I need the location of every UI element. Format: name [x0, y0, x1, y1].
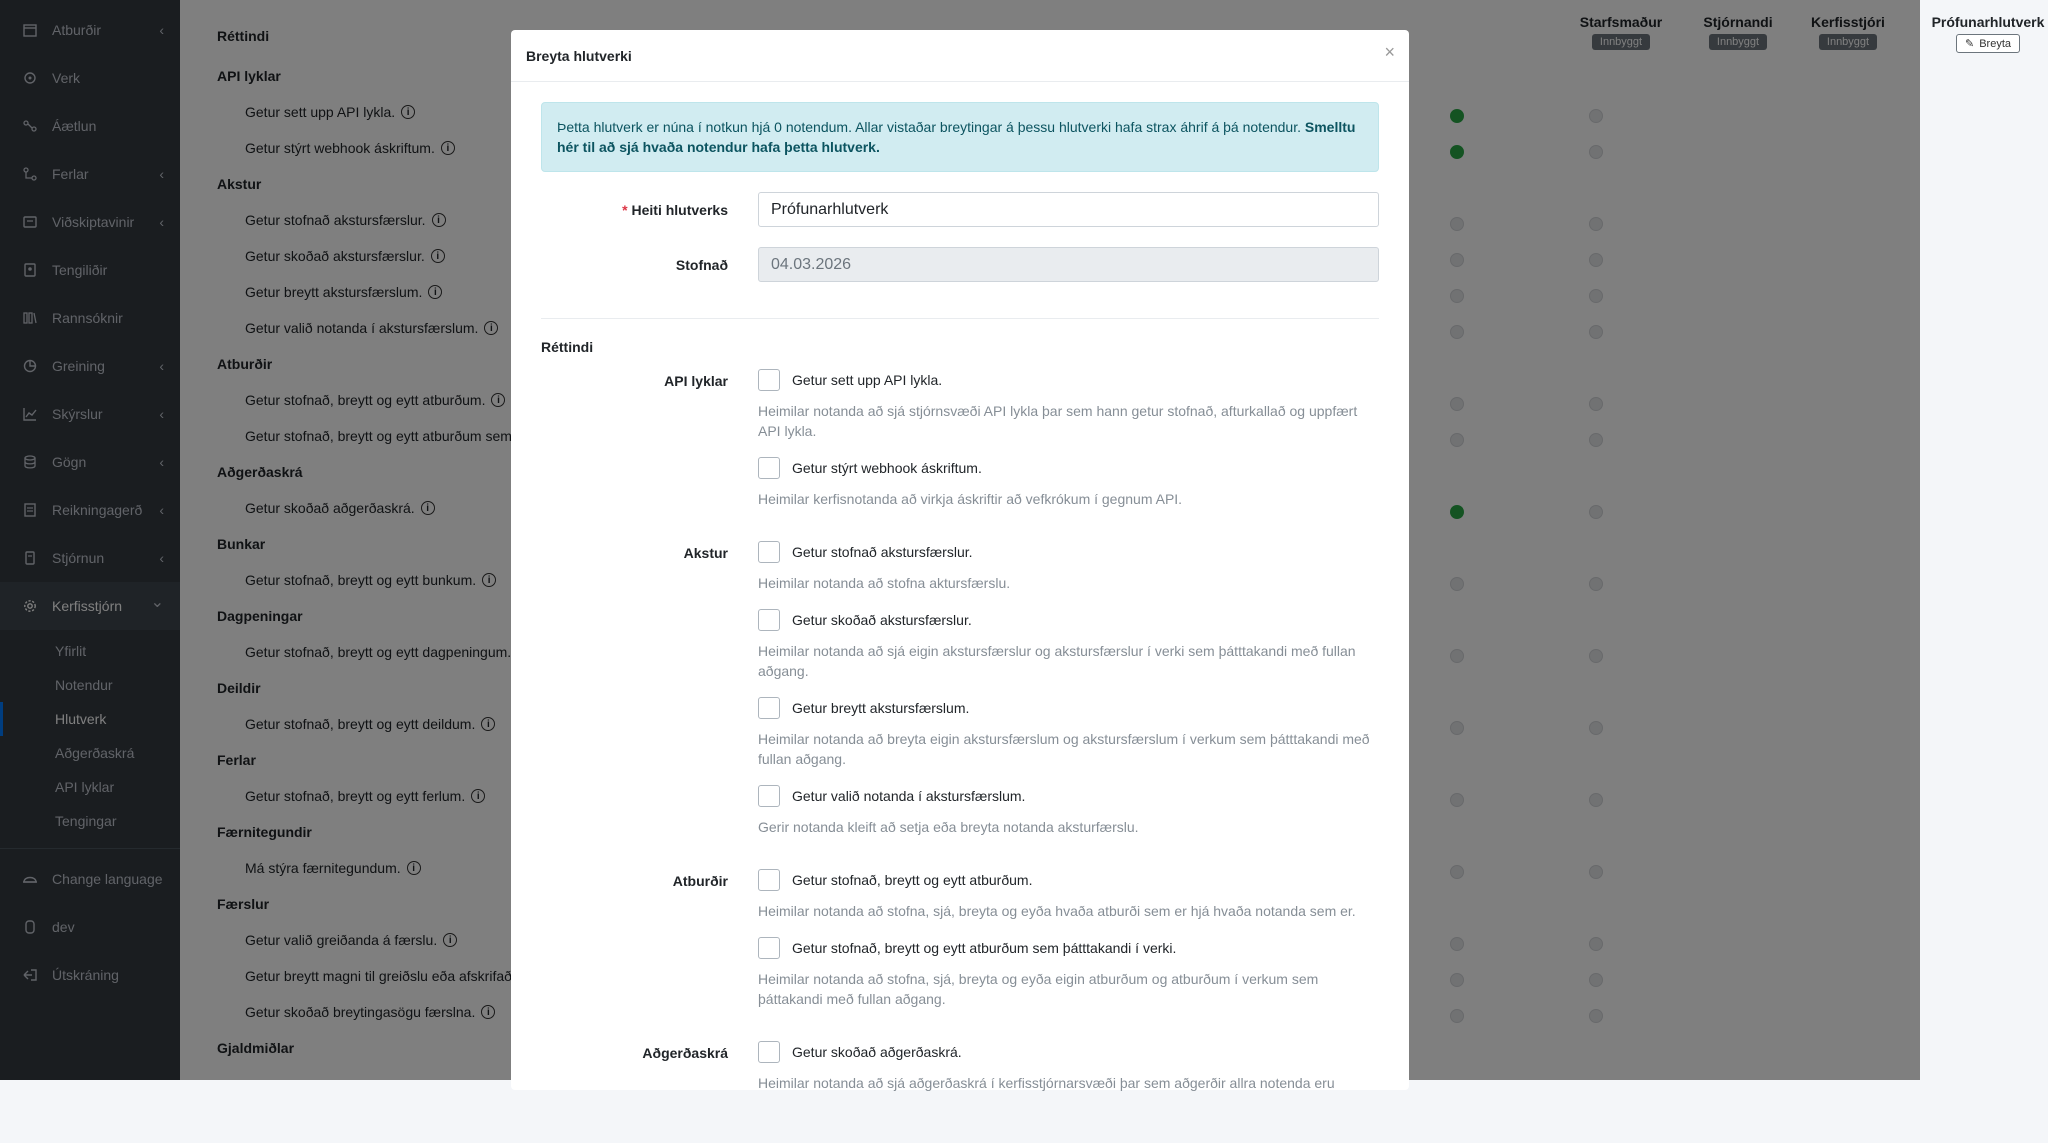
permission-checkbox[interactable] — [758, 457, 780, 479]
permission-checkbox-label[interactable]: Getur stofnað akstursfærslur. — [792, 544, 973, 560]
permission-checkbox[interactable] — [758, 937, 780, 959]
required-mark: * — [622, 201, 628, 218]
form-divider — [541, 318, 1379, 319]
permission-help-text: Heimilar notanda að stofna, sjá, breyta og eyða eigin atburðum og atburðum í verkum sem þáttakandi með fullan aðgang. — [758, 971, 1319, 1007]
permission-checkbox-label[interactable]: Getur stofnað, breytt og eytt atburðum sem þátttakandi í verki. — [792, 940, 1177, 956]
permission-checkbox-label[interactable]: Getur stofnað, breytt og eytt atburðum. — [792, 872, 1033, 888]
permission-checkbox[interactable] — [758, 1041, 780, 1063]
permission-group-items — [758, 539, 1379, 851]
permission-checkbox[interactable] — [758, 869, 780, 891]
created-row — [541, 247, 1379, 282]
edit-role-modal — [511, 30, 1409, 1090]
permission-checkbox-row[interactable] — [758, 783, 1379, 809]
permission-checkbox-label[interactable]: Getur sett upp API lykla. — [792, 372, 943, 388]
permission-item — [758, 367, 1379, 441]
permission-checkbox-label[interactable]: Getur valið notanda í akstursfærslum. — [792, 788, 1026, 804]
permission-checkbox[interactable] — [758, 369, 780, 391]
permission-checkbox-label[interactable]: Getur skoðað aðgerðaskrá. — [792, 1044, 962, 1060]
permission-group-label: API lyklar — [664, 373, 728, 389]
role-name-input[interactable]: Prófunarhlutverk — [758, 192, 1379, 227]
role-name-row — [541, 192, 1379, 227]
permission-item — [758, 455, 1379, 509]
permission-checkbox-row[interactable] — [758, 539, 1379, 565]
permission-checkbox[interactable] — [758, 609, 780, 631]
permission-checkbox[interactable] — [758, 697, 780, 719]
modal-body — [511, 82, 1409, 1143]
permission-group-items — [758, 1039, 1379, 1107]
permission-group-items — [758, 867, 1379, 1023]
alert-text: Þetta hlutverk er núna í notkun hjá 0 notendum. Allar vistaðar breytingar á þessu hlutverki hafa strax áhrif á þá notendur. — [557, 119, 1301, 135]
permission-group-label: Atburðir — [672, 873, 728, 889]
permission-help-text: Heimilar notanda að sjá stjórnsvæði API lykla þar sem hann getur stofnað, afturkallað og uppfært API lykla. — [758, 403, 1358, 439]
permission-checkbox-row[interactable] — [758, 695, 1379, 721]
permission-help-text: Gerir notanda kleift að setja eða breyta notanda aksturfærslu. — [758, 819, 1139, 835]
permission-group-label: Aðgerðaskrá — [642, 1045, 728, 1061]
show-users-link[interactable]: Smelltu hér til að sjá hvaða notendur hafa þetta hlutverk. — [557, 119, 1356, 155]
permission-checkbox-row[interactable] — [758, 367, 1379, 393]
edit-role-button[interactable] — [1956, 34, 2020, 53]
permission-checkbox[interactable] — [758, 785, 780, 807]
permission-checkbox-row[interactable] — [758, 1039, 1379, 1065]
modal-header — [511, 30, 1409, 82]
permission-item — [758, 783, 1379, 837]
role-name-label-text: Heiti hlutverks — [631, 201, 728, 218]
permission-item — [758, 935, 1379, 1009]
permission-help-text: Heimilar kerfisnotanda að virkja áskriftir að vefkrókum í gegnum API. — [758, 491, 1183, 507]
permission-group-api-lyklar — [541, 367, 1379, 523]
permission-group-atbur-ir — [541, 867, 1379, 1023]
permission-help-text: Heimilar notanda að sjá aðgerðaskrá í kerfisstjórnarsvæði þar sem aðgerðir allra notenda eru — [758, 1075, 1335, 1091]
permission-help-text: Heimilar notanda að breyta eigin akstursfærslum og akstursfærslum í verkum sem þátttakandi með fullan aðgang. — [758, 731, 1370, 767]
role-name: Prófunarhlutverk — [1931, 14, 2045, 30]
role-name-label — [541, 202, 758, 218]
permission-help-text: Heimilar notanda að stofna, sjá, breyta og eyða hvaða atburði sem er hjá hvaða notanda sem er. — [758, 903, 1356, 919]
permission-checkbox-label[interactable]: Getur stýrt webhook áskriftum. — [792, 460, 982, 476]
permission-checkbox-row[interactable] — [758, 935, 1379, 961]
edit-icon: ✎ — [1964, 38, 1975, 50]
permission-item — [758, 607, 1379, 681]
usage-alert — [541, 102, 1379, 172]
permission-item — [758, 1039, 1379, 1093]
permission-checkbox[interactable] — [758, 541, 780, 563]
close-icon[interactable]: × — [1384, 42, 1395, 62]
permission-checkbox-label[interactable]: Getur skoðað akstursfærslur. — [792, 612, 972, 628]
permission-item — [758, 867, 1379, 921]
permission-item — [758, 695, 1379, 769]
created-input: 04.03.2026 — [758, 247, 1379, 282]
permission-help-text: Heimilar notanda að stofna aktursfærslu. — [758, 575, 1011, 591]
permission-help-text: Heimilar notanda að sjá eigin akstursfærslur og akstursfærslur í verki sem þátttakandi með fullan aðgang. — [758, 643, 1356, 679]
modal-title: Breyta hlutverki — [526, 47, 632, 64]
created-label: Stofnað — [675, 256, 728, 273]
permission-group-akstur — [541, 539, 1379, 851]
permission-checkbox-row[interactable] — [758, 455, 1379, 481]
permission-group-a-ger-askra — [541, 1039, 1379, 1107]
permission-checkbox-label[interactable]: Getur breytt akstursfærslum. — [792, 700, 970, 716]
permission-item — [758, 539, 1379, 593]
edit-role-label: Breyta — [1979, 37, 2011, 50]
permission-checkbox-row[interactable] — [758, 867, 1379, 893]
role-column-profunarhlutverk — [1928, 14, 2048, 53]
permission-group-label: Akstur — [683, 545, 728, 561]
permissions-title: Réttindi — [541, 339, 594, 355]
permission-group-items — [758, 367, 1379, 523]
permission-checkbox-row[interactable] — [758, 607, 1379, 633]
